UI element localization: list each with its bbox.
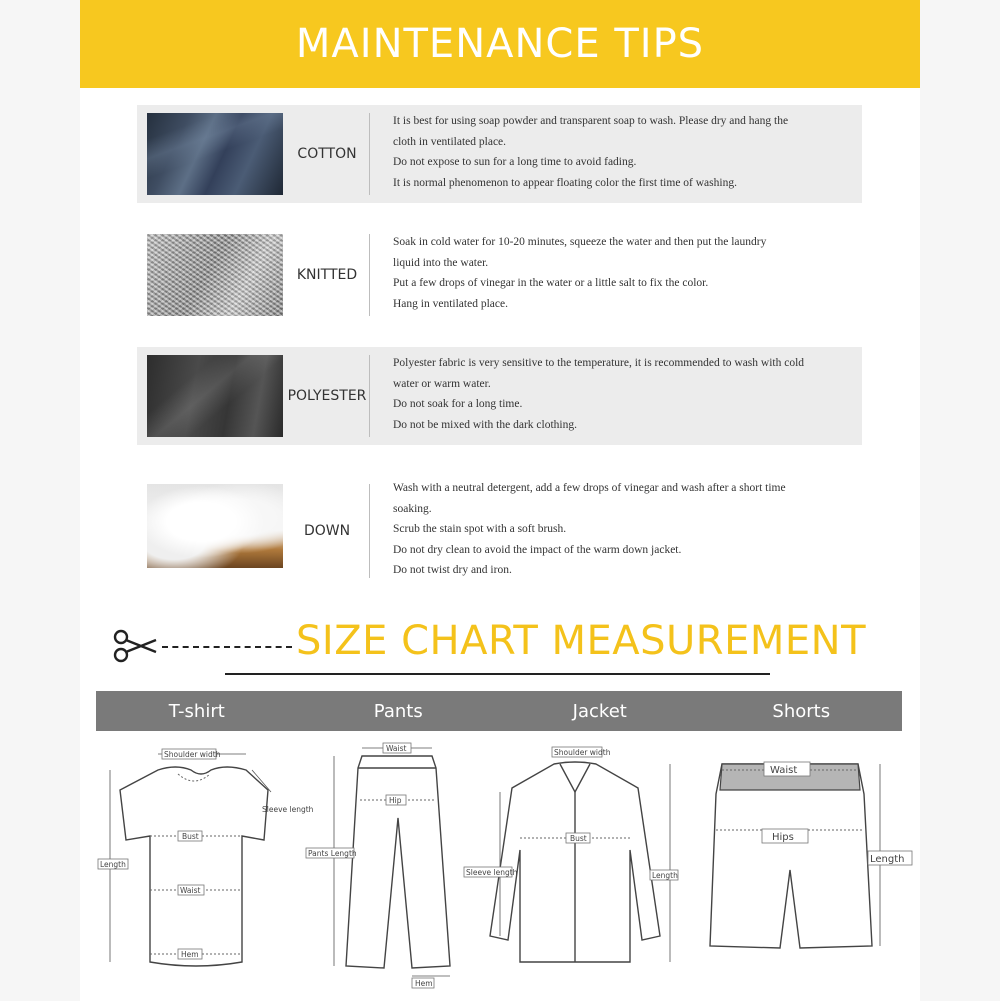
fabric-row-down: [137, 472, 862, 580]
divider: [369, 355, 370, 437]
label-sleeve-length: Sleeve length: [466, 868, 518, 877]
tip-line: cloth in ventilated place.: [393, 135, 507, 148]
tip-line: It is best for using soap powder and transparent soap to wash. Please dry and hang the: [393, 115, 789, 127]
tshirt-outline: [120, 767, 268, 966]
down-swatch-image: [147, 484, 283, 568]
divider: [369, 113, 370, 195]
size-chart-title: SIZE CHART MEASUREMENT: [296, 618, 867, 664]
cotton-swatch-image: [147, 113, 283, 195]
pants-diagram: [300, 738, 470, 996]
fabric-name: KNITTED: [296, 267, 358, 283]
tip-line: Scrub the stain spot with a soft brush.: [393, 523, 567, 535]
divider: [369, 484, 370, 578]
label-pants-length: Pants Length: [308, 849, 357, 858]
title-underline: [225, 673, 770, 675]
pants-outline: [346, 756, 450, 968]
fabric-name: DOWN: [303, 523, 351, 539]
tip-line: liquid into the water.: [393, 256, 489, 269]
scissors-icon: [112, 628, 158, 664]
tip-line: Do not dry clean to avoid the impact of the warm down jacket.: [393, 543, 682, 556]
label-bust: Bust: [570, 834, 587, 843]
label-waist: Waist: [386, 744, 407, 753]
tip-line: Do not twist dry and iron.: [393, 564, 512, 576]
shorts-outline: [710, 764, 872, 948]
label-length: Length: [100, 860, 126, 869]
label-shoulder-width: Shoulder width: [164, 750, 221, 759]
label-hem: Hem: [415, 979, 433, 988]
tip-line: Do not soak for a long time.: [393, 398, 523, 410]
tip-line: Put a few drops of vinegar in the water or a little salt to fix the color.: [393, 277, 709, 289]
fabric-name: POLYESTER: [287, 388, 367, 404]
tip-line: Polyester fabric is very sensitive to the temperature, it is recommended to wash with cold: [393, 357, 805, 369]
tip-line: It is normal phenomenon to appear floating color the first time of washing.: [393, 176, 737, 189]
tip-line: soaking.: [393, 502, 432, 515]
label-hips: Hips: [772, 832, 794, 843]
tip-line: Do not be mixed with the dark clothing.: [393, 418, 577, 431]
fabric-row-polyester: [137, 347, 862, 445]
tip-line: Hang in ventilated place.: [393, 297, 508, 310]
label-length: Length: [652, 871, 678, 880]
jacket-diagram: [460, 740, 690, 975]
category-shorts: Shorts: [772, 700, 831, 722]
tshirt-diagram: [96, 740, 314, 975]
fabric-row-knitted: [137, 226, 862, 324]
fabric-name: COTTON: [297, 146, 357, 162]
maintenance-title: MAINTENANCE TIPS: [295, 21, 705, 67]
shorts-diagram: [700, 750, 915, 960]
divider: [369, 234, 370, 316]
label-sleeve-length: Sleeve length: [262, 805, 314, 814]
care-tips: [393, 353, 863, 435]
polyester-swatch-image: [147, 355, 283, 437]
fabric-row-cotton: [137, 105, 862, 203]
category-bar: [96, 691, 902, 731]
label-waist: Waist: [770, 765, 798, 776]
label-shoulder-width: Shoulder width: [554, 748, 611, 757]
knitted-swatch-image: [147, 234, 283, 316]
category-jacket: Jacket: [572, 700, 627, 722]
category-pants: Pants: [373, 700, 423, 722]
label-bust: Bust: [182, 832, 199, 841]
cut-line: [162, 646, 292, 648]
label-hip: Hip: [389, 796, 402, 805]
care-tips: [393, 478, 863, 581]
tip-line: Soak in cold water for 10-20 minutes, squeeze the water and then put the laundry: [393, 236, 767, 248]
care-tips: [393, 232, 863, 314]
tip-line: water or warm water.: [393, 377, 491, 390]
category-tshirt: T-shirt: [168, 700, 225, 722]
label-length: Length: [870, 854, 905, 865]
maintenance-banner: [80, 0, 920, 88]
care-tips: [393, 111, 863, 193]
label-waist: Waist: [180, 886, 201, 895]
tip-line: Do not expose to sun for a long time to avoid fading.: [393, 156, 637, 168]
tip-line: Wash with a neutral detergent, add a few drops of vinegar and wash after a short time: [393, 482, 786, 494]
label-hem: Hem: [181, 950, 199, 959]
